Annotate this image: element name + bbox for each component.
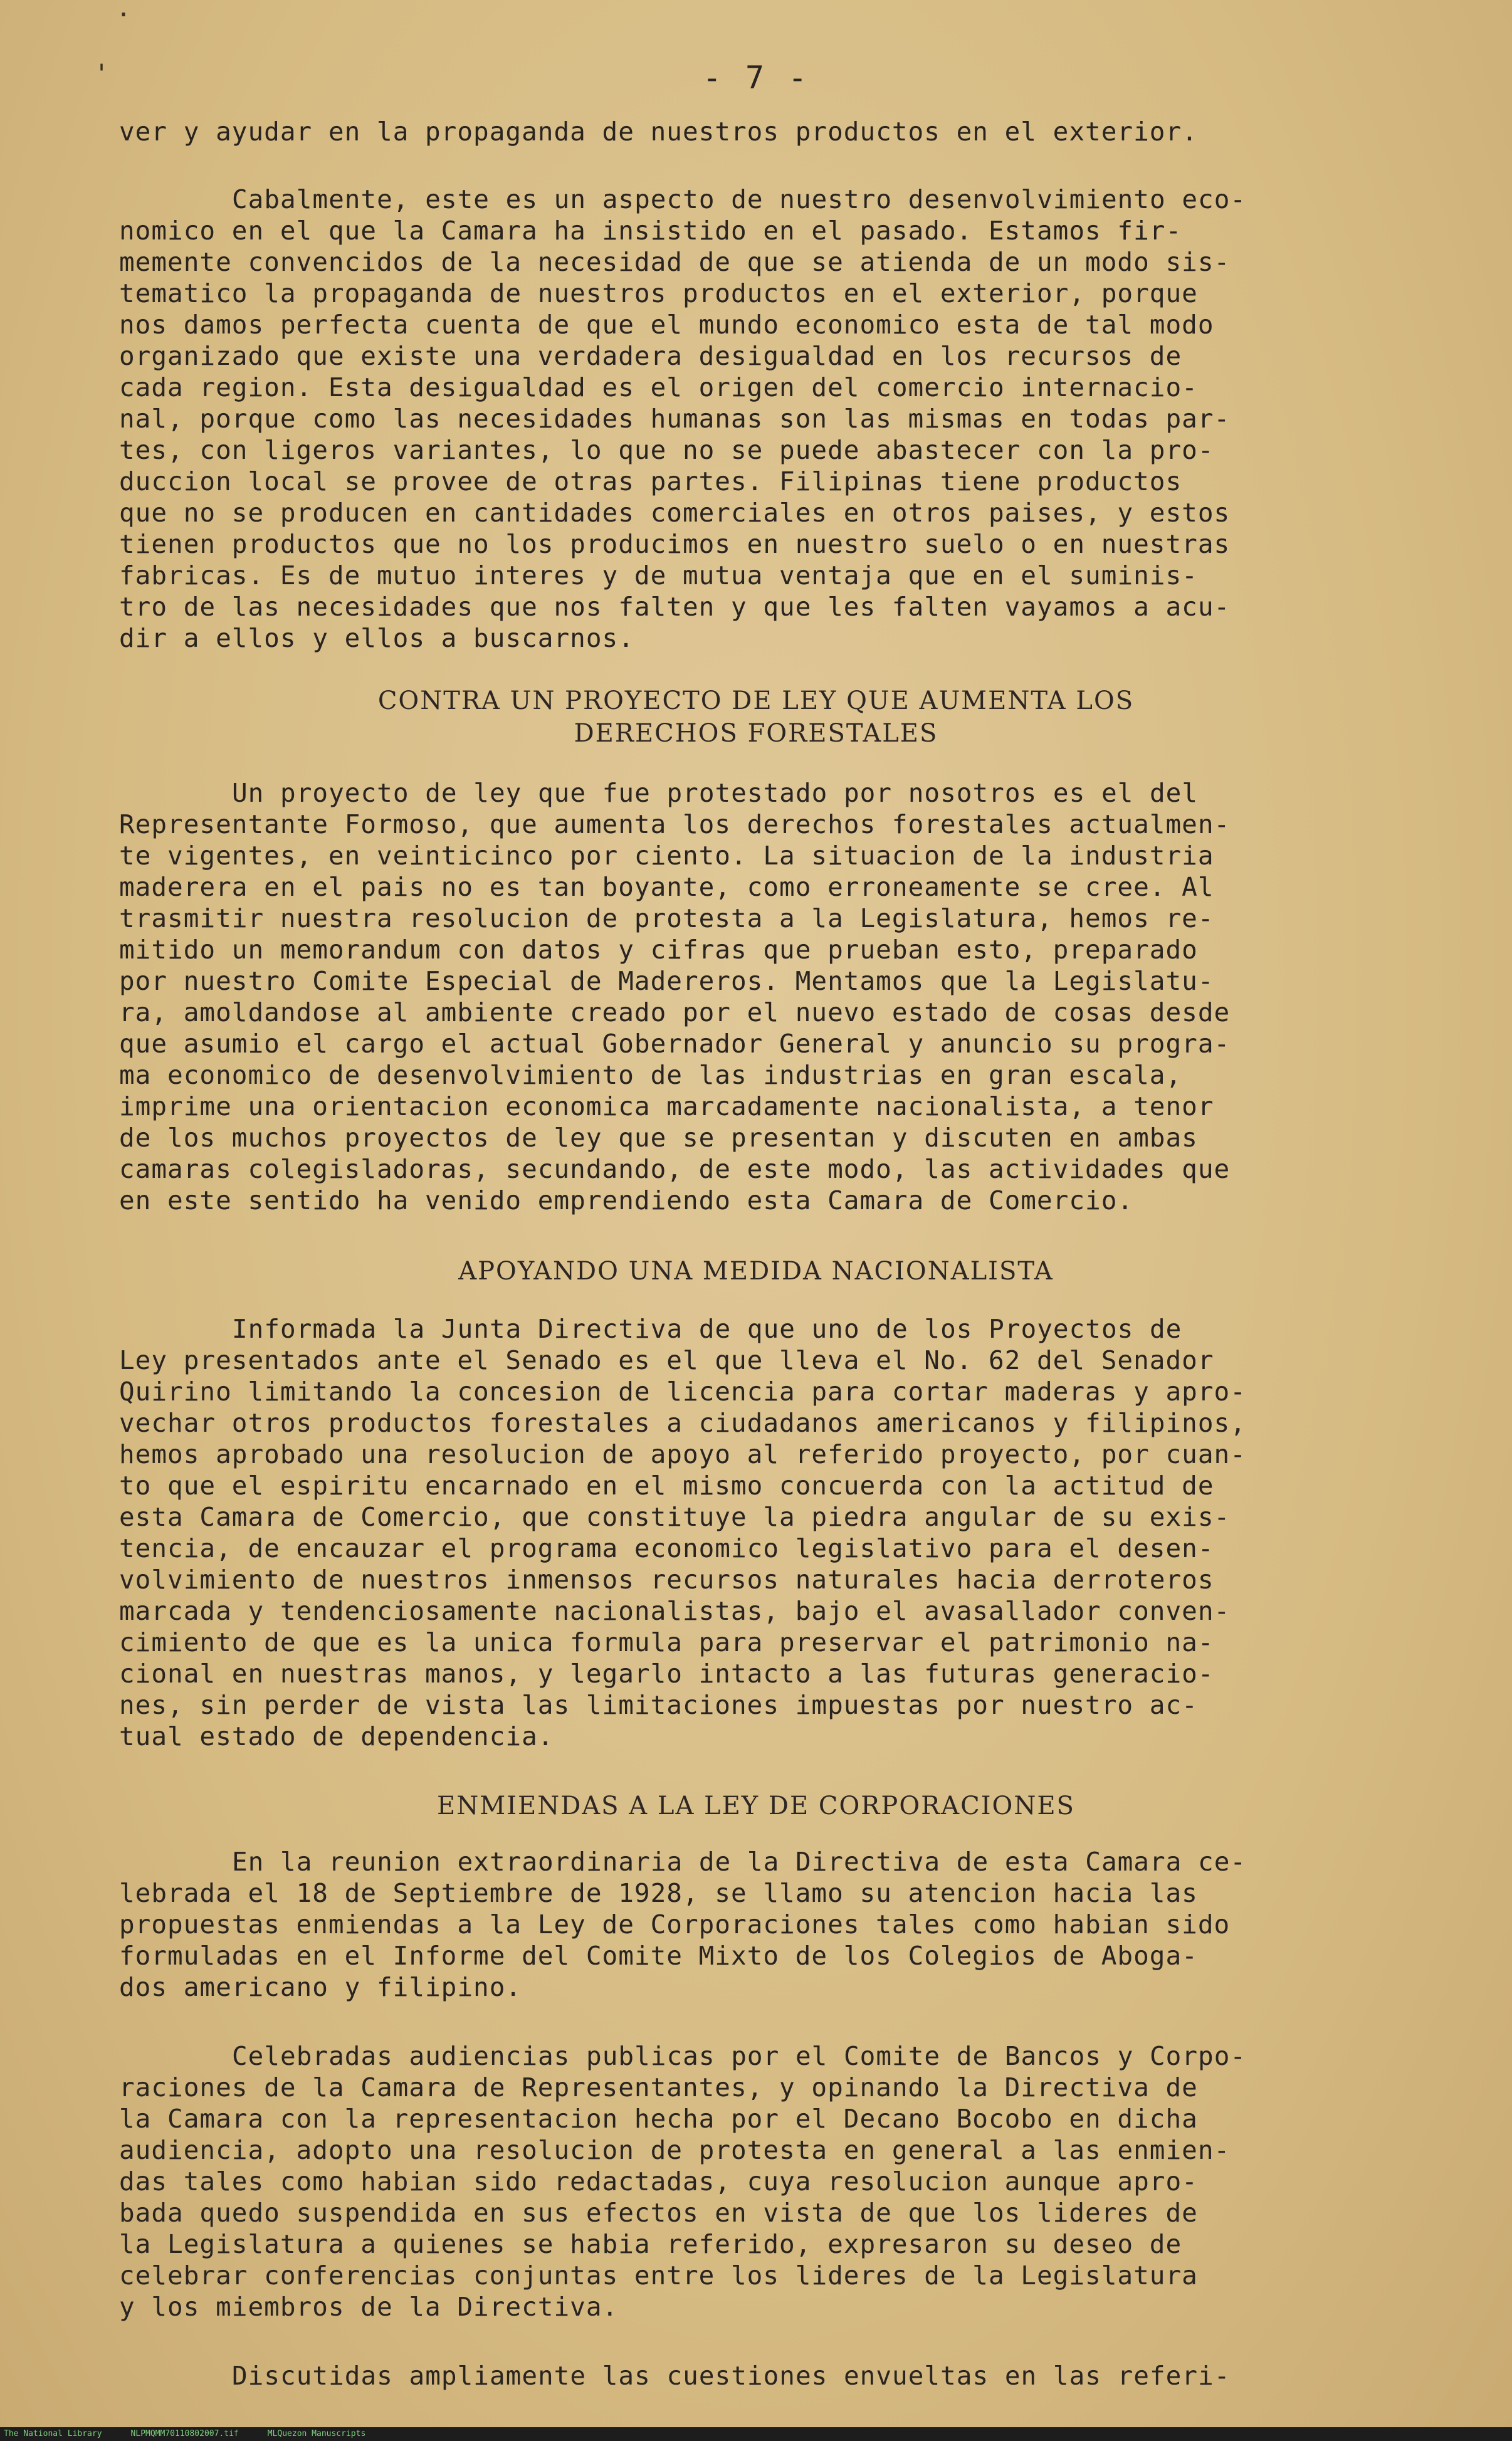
section-heading-nacionalista: APOYANDO UNA MEDIDA NACIONALISTA <box>458 1257 1054 1286</box>
pencil-mark: ' <box>94 60 110 88</box>
paragraph-propaganda: Cabalmente, este es un aspecto de nuestro desenvolvimiento eco- nomico en el que la Camara ha insistido en el pasado. Estamos fir- memente convencidos de la necesidad de que se atienda de un modo sis- tematico la propaganda de nuestros productos en el exterior, porque nos damos perfecta cuenta de que el mundo economico esta de tal modo organizado que existe una verdadera desigualdad en los recursos de cada region. Esta desigualdad es el origen del comercio internacio- nal, porque como las necesidades humanas son las mismas en todas par- tes, con ligeros variantes, lo que no se puede abastecer con la pro- duccion local se provee de otras partes. Filipinas tiene productos que no se producen en cantidades comerciales en otros paises, y estos tienen productos que no los producimos en nuestro suelo o en nuestras fabricas. Es de mutuo interes y de mutua ventaja que en el suminis- tro de las necesidades que nos falten y que les falten vayamos a acu- dir a ellos y ellos a buscarnos. <box>119 184 1247 653</box>
punch-mark: . <box>116 0 132 23</box>
paragraph-proyecto-formoso: Un proyecto de ley que fue protestado por nosotros es el del Representante Formoso, que aumenta los derechos forestales actualmen- te vigentes, en veinticinco por ciento. La situacion de la industria maderera en el pais no es tan boyante, como erroneamente se cree. Al trasmitir nuestra resolucion de protesta a la Legislatura, hemos re- mitido un memorandum con datos y cifras que prueban esto, preparado por nuestro Comite Especial de Madereros. Mentamos que la Legislatu- ra, amoldandose al ambiente creado por el nuevo estado de cosas desde que asumio el cargo el actual Gobernador General y anuncio su progra- ma economico de desenvolvimiento de las industrias en gran escala, imprime una orientacion economica marcadamente nacionalista, a tenor de los muchos proyectos de ley que se presentan y discuten en ambas camaras colegisladoras, secundando, de este modo, las actividades que en este sentido ha venido emprendiendo esta Camara de Comercio. <box>119 778 1231 1215</box>
section-heading-forestales: CONTRA UN PROYECTO DE LEY QUE AUMENTA LOS DERECHOS FORESTALES <box>377 686 1135 748</box>
footer-collection: MLQuezon Manuscripts <box>267 2429 366 2438</box>
paragraph-discutidas: Discutidas ampliamente las cuestiones envueltas en las referi- <box>232 2361 1231 2391</box>
paragraph-continuation: ver y ayudar en la propaganda de nuestros productos en el exterior. <box>119 117 1198 147</box>
page-number: - 7 - <box>702 60 810 96</box>
footer-file-id: NLPMQMM70110802007.tif <box>130 2429 239 2438</box>
paragraph-medida-nacionalista: Informada la Junta Directiva de que uno de los Proyectos de Ley presentados ante el Senado es el que lleva el No. 62 del Senador Quirino limitando la concesion de licencia para cortar maderas y apro- vechar otros productos forestales a ciudadanos americanos y filipinos, hemos aprobado una resolucion de apoyo al referido proyecto, por cuan- to que el espiritu encarnado en el mismo concuerda con la actitud de esta Camara de Comercio, que constituye la piedra angular de su exis- tencia, de encauzar el programa economico legislativo para el desen- volvimiento de nuestros inmensos recursos naturales hacia derroteros marcada y tendenciosamente nacionalistas, bajo el avasallador conven- cimiento de que es la unica formula para preservar el patrimonio na- cional en nuestras manos, y legarlo intacto a las futuras generacio- nes, sin perder de vista las limitaciones impuestas por nuestro ac- tual estado de dependencia. <box>119 1314 1246 1751</box>
paragraph-audiencias-publicas: Celebradas audiencias publicas por el Comite de Bancos y Corpo- raciones de la Camara de Representantes, y opinando la Directiva de la Camara con la representacion hecha por el Decano Bocobo en dicha audiencia, adopto una resolucion de protesta en general a las enmien- das tales como habian sido redactadas, cuya resolucion aunque apro- bada quedo suspendida en sus efectos en vista de que los lideres de la Legislatura a quienes se habia referido, expresaron su deseo de celebrar conferencias conjuntas entre los lideres de la Legislatura y los miembros de la Directiva. <box>119 2041 1247 2322</box>
paragraph-reunion-extraordinaria: En la reunion extraordinaria de la Directiva de esta Camara ce- lebrada el 18 de Septiembre de 1928, se llamo su atencion hacia las propuestas enmiendas a la Ley de Corporaciones tales como habian sido formuladas en el Informe del Comite Mixto de los Colegios de Aboga- dos americano y filipino. <box>119 1847 1247 2002</box>
section-heading-corporaciones: ENMIENDAS A LA LEY DE CORPORACIONES <box>437 1792 1075 1820</box>
footer-library: The National Library <box>4 2429 102 2438</box>
scan-footer-bar <box>0 2427 1512 2441</box>
